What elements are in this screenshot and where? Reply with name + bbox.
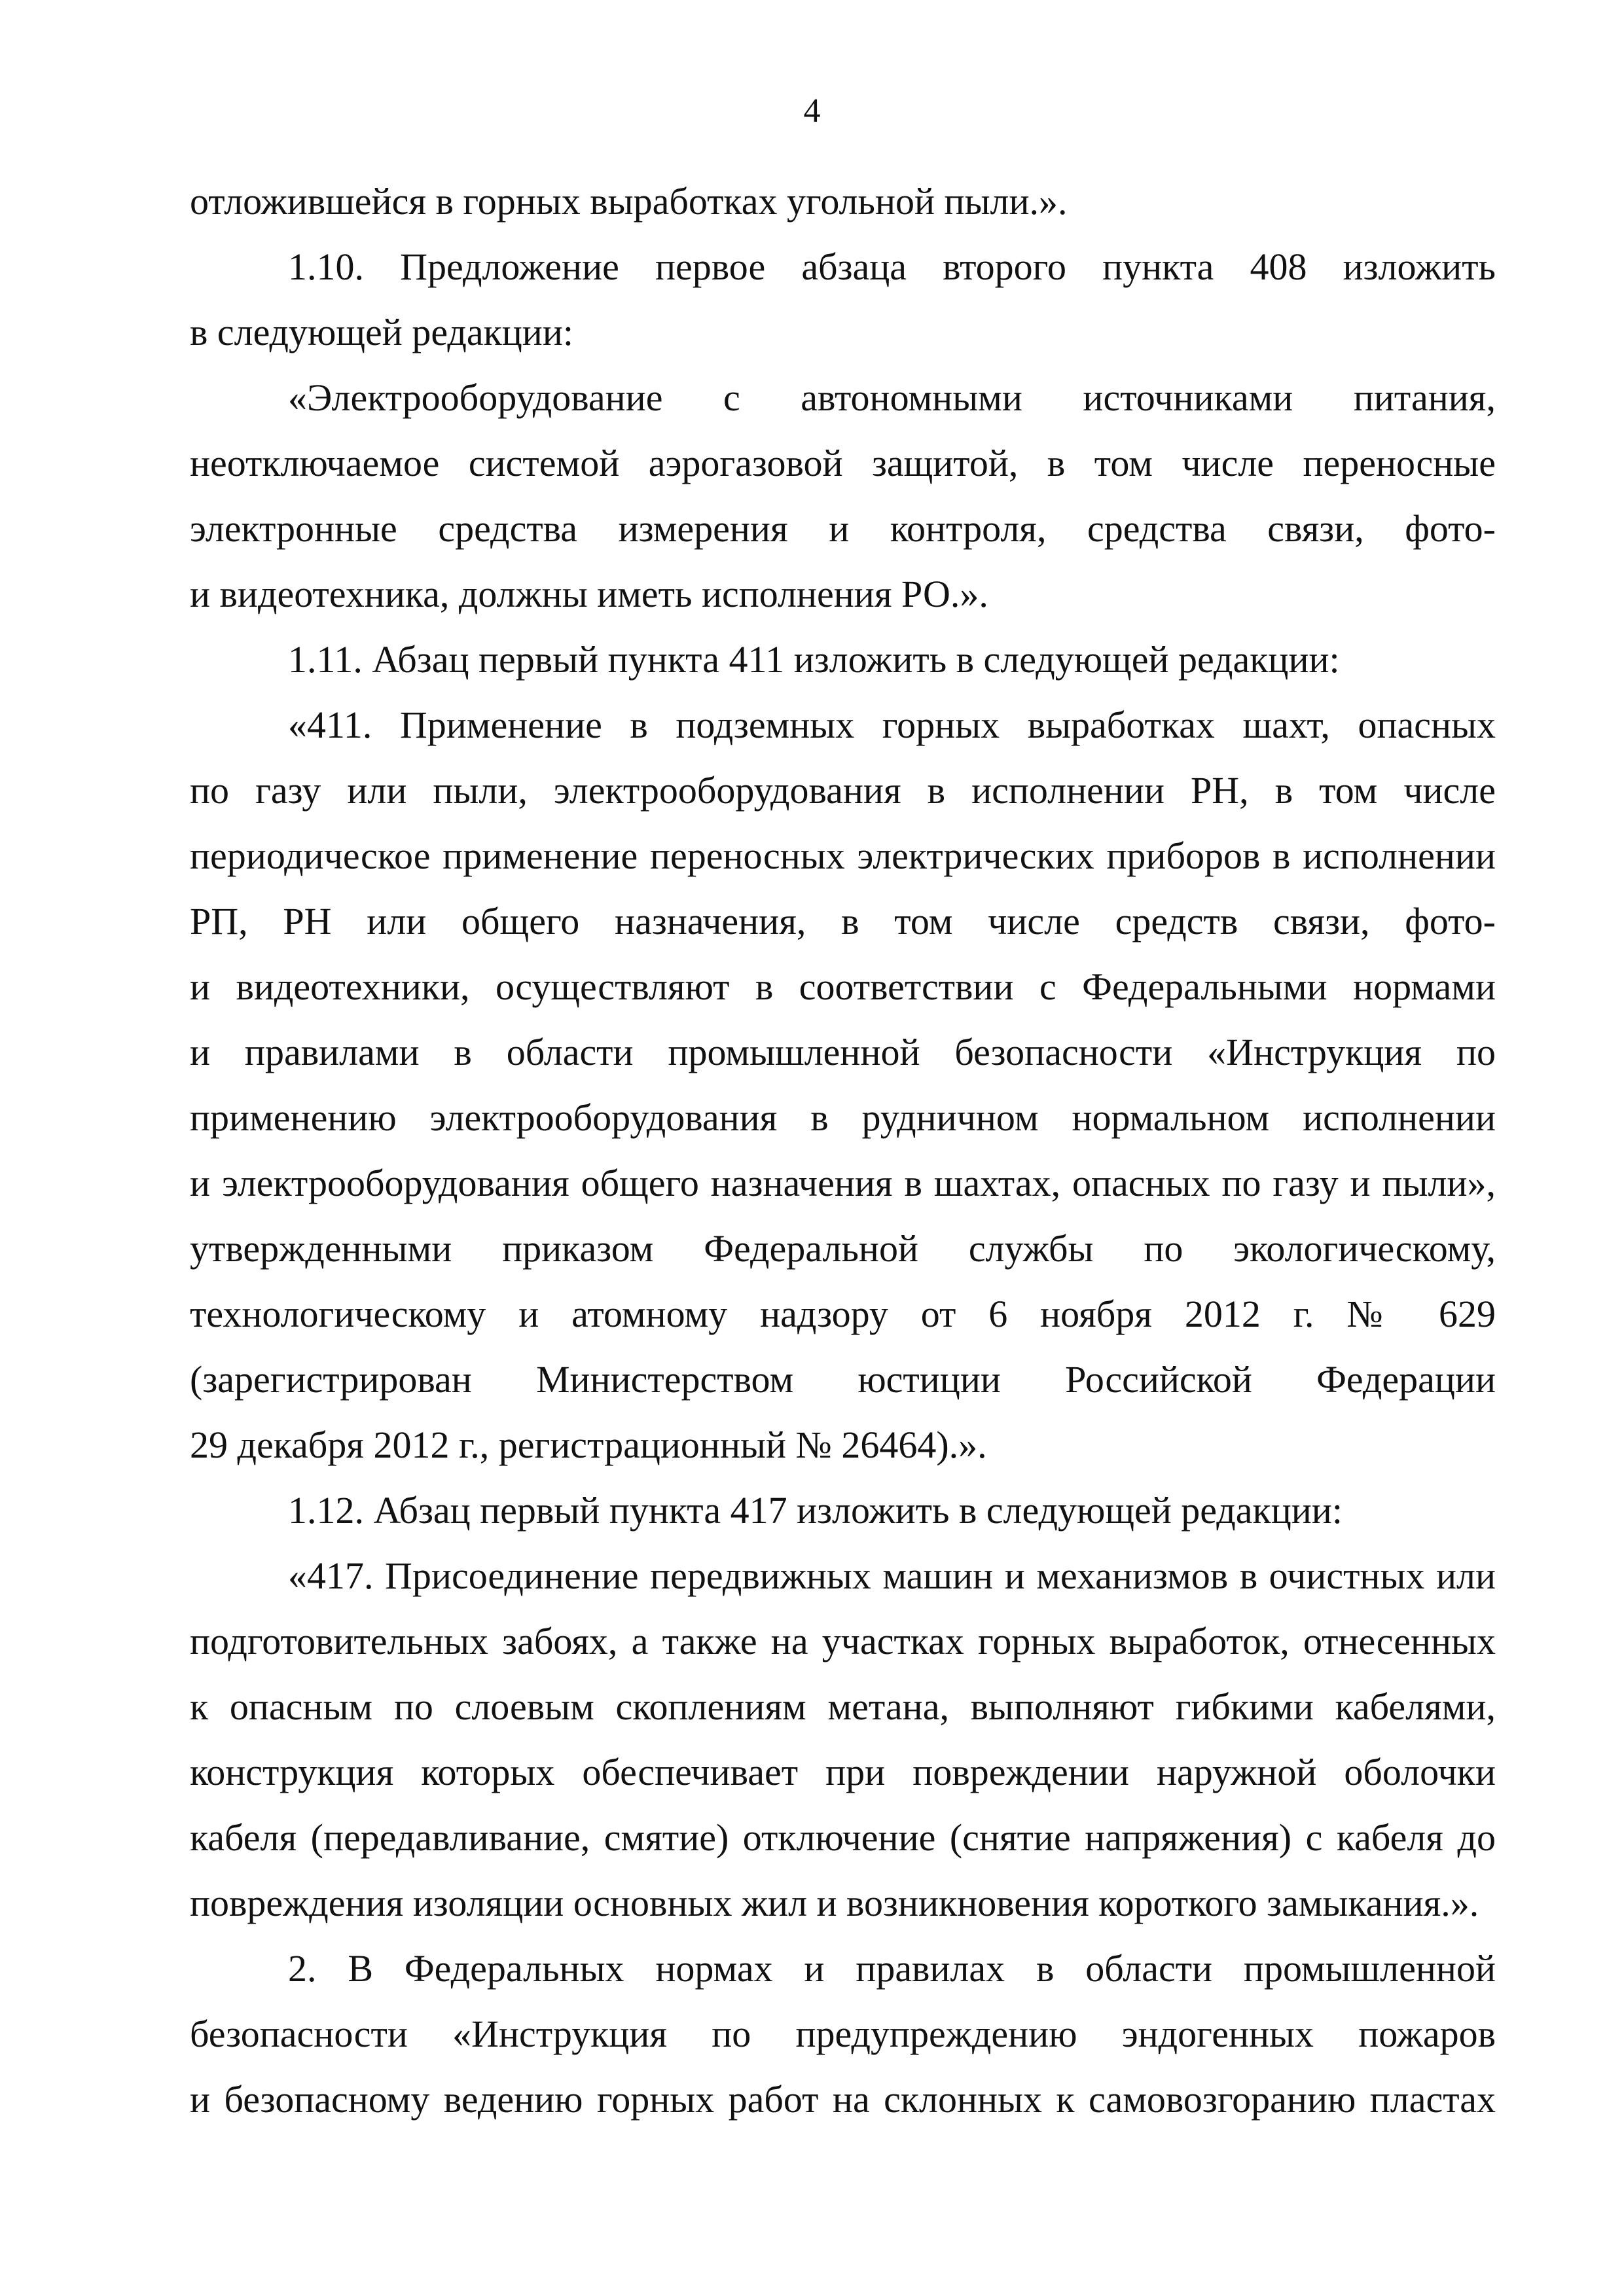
text-line: отложившейся в горных выработках угольной пыли.». bbox=[190, 180, 1068, 223]
text-line: РП, РН или общего назначения, в том числе средств связи, фото- bbox=[190, 900, 1496, 942]
quote-417-line: «417. Присоединение передвижных машин и механизмов в очистных или bbox=[288, 1554, 1496, 1597]
text-line: повреждения изоляции основных жил и возникновения короткого замыкания.». bbox=[190, 1882, 1479, 1924]
quote-408-line: «Электрооборудование с автономными источниками питания, bbox=[288, 376, 1496, 419]
text-line: 29 декабря 2012 г., регистрационный № 26464).». bbox=[190, 1424, 987, 1466]
text-line: безопасности «Инструкция по предупреждению эндогенных пожаров bbox=[190, 2013, 1496, 2055]
text-line: конструкция которых обеспечивает при повреждении наружной оболочки bbox=[190, 1751, 1496, 1793]
document-body bbox=[190, 169, 1496, 2132]
text-line: подготовительных забоях, а также на участках горных выработок, отнесенных bbox=[190, 1620, 1496, 1662]
text-line: в следующей редакции: bbox=[190, 311, 573, 353]
text-line: и видеотехника, должны иметь исполнения РО.». bbox=[190, 573, 988, 615]
text-line: утвержденными приказом Федеральной службы по экологическому, bbox=[190, 1227, 1496, 1270]
text-line: электронные средства измерения и контроля, средства связи, фото- bbox=[190, 507, 1496, 550]
text-line: периодическое применение переносных электрических приборов в исполнении bbox=[190, 834, 1496, 877]
quote-411-line: «411. Применение в подземных горных выработках шахт, опасных bbox=[288, 704, 1496, 746]
text-line: и видеотехники, осуществляют в соответствии с Федеральными нормами bbox=[190, 965, 1496, 1008]
text-line: и электрооборудования общего назначения в шахтах, опасных по газу и пыли», bbox=[190, 1162, 1496, 1204]
text-line: по газу или пыли, электрооборудования в исполнении РН, в том числе bbox=[190, 769, 1496, 812]
text-line: технологическому и атомному надзору от 6 ноября 2012 г. № 629 bbox=[190, 1293, 1496, 1335]
text-line: кабеля (передавливание, смятие) отключение (снятие напряжения) с кабеля до bbox=[190, 1816, 1496, 1859]
paragraph-1-11-line: 1.11. Абзац первый пункта 411 изложить в следующей редакции: bbox=[288, 638, 1340, 681]
page-number: 4 bbox=[803, 92, 821, 130]
text-line: и правилами в области промышленной безопасности «Инструкция по bbox=[190, 1031, 1496, 1073]
text-line: применению электрооборудования в рудничном нормальном исполнении bbox=[190, 1096, 1496, 1139]
text-line: и безопасному ведению горных работ на склонных к самовозгоранию пластах bbox=[190, 2078, 1496, 2121]
paragraph-1-12-line: 1.12. Абзац первый пункта 417 изложить в следующей редакции: bbox=[288, 1489, 1343, 1532]
text-line: неотключаемое системой аэрогазовой защитой, в том числе переносные bbox=[190, 442, 1496, 484]
paragraph-2-line: 2. В Федеральных нормах и правилах в области промышленной bbox=[288, 1947, 1496, 1990]
paragraph-1-10-line: 1.10. Предложение первое абзаца второго пункта 408 изложить bbox=[288, 245, 1496, 288]
text-line: к опасным по слоевым скоплениям метана, выполняют гибкими кабелями, bbox=[190, 1685, 1496, 1728]
text-line: (зарегистрирован Министерством юстиции Российской Федерации bbox=[190, 1358, 1496, 1401]
